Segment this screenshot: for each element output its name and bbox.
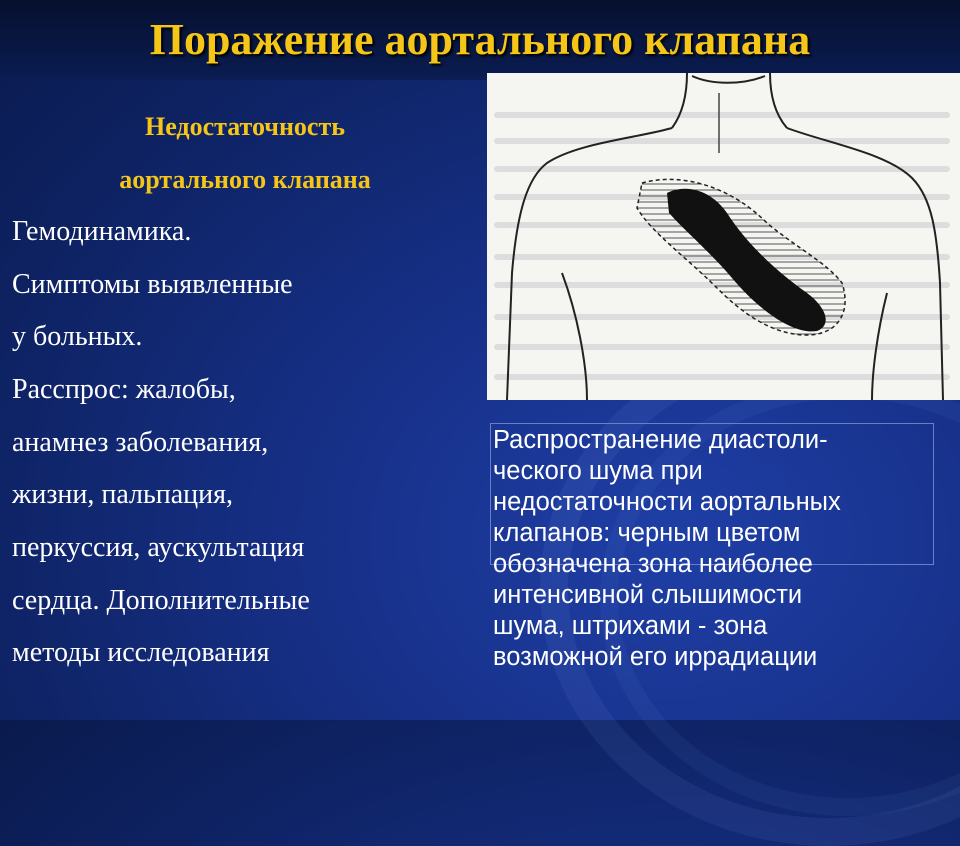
body-line-6: жизни, пальпация, bbox=[12, 479, 234, 510]
body-line-4: Расспрос: жалобы, bbox=[12, 374, 236, 405]
body-line-2: Симптомы выявленные bbox=[12, 269, 293, 300]
caption-line-1: Распространение диастоли- bbox=[493, 426, 828, 454]
figure-caption bbox=[493, 425, 943, 673]
caption-line-6: интенсивной слышимости bbox=[493, 581, 803, 609]
body-line-3: у больных. bbox=[12, 321, 143, 352]
body-line-1: Гемодинамика. bbox=[12, 216, 192, 247]
caption-line-2: ческого шума при bbox=[493, 457, 703, 485]
caption-line-3: недостаточности аортальных bbox=[493, 488, 841, 516]
caption-line-4: клапанов: черным цветом bbox=[493, 519, 801, 547]
chest-auscultation-figure bbox=[487, 73, 960, 400]
subtitle-line-1: Недостаточность bbox=[145, 112, 345, 141]
caption-line-8: возможной его иррадиации bbox=[493, 643, 818, 671]
body-line-5: анамнез заболевания, bbox=[12, 427, 269, 458]
subtitle-line-2: аортального клапана bbox=[119, 165, 371, 194]
chest-drawing bbox=[487, 73, 960, 400]
body-line-7: перкуссия, аускультация bbox=[12, 532, 305, 563]
slide-title: Поражение аортального клапана bbox=[149, 15, 811, 64]
body-line-9: методы исследования bbox=[12, 637, 270, 668]
caption-line-5: обозначена зона наиболее bbox=[493, 550, 813, 578]
body-line-8: сердца. Дополнительные bbox=[12, 585, 310, 616]
caption-line-7: шума, штрихами - зона bbox=[493, 612, 768, 640]
